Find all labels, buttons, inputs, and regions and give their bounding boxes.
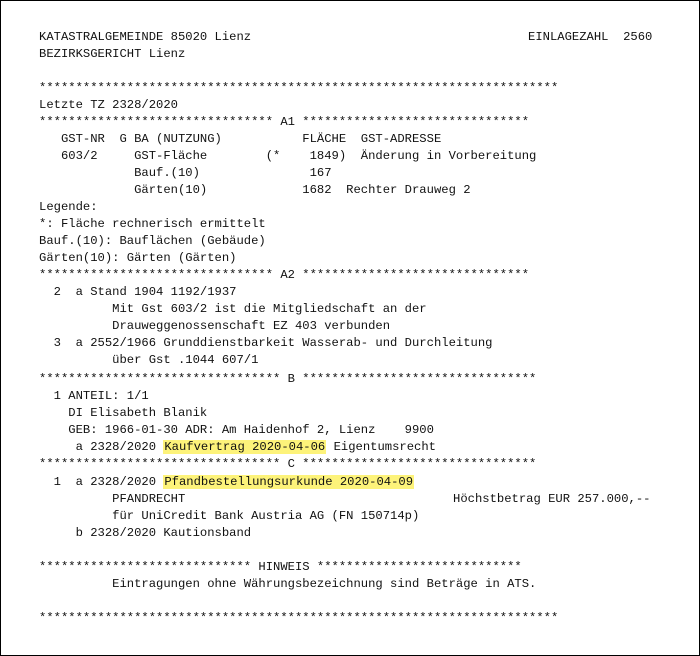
a1-column-header: GST-NR G BA (NUTZUNG) FLÄCHE GST-ADRESSE: [39, 132, 442, 146]
c-pfandrecht: PFANDRECHT: [39, 492, 186, 506]
a2-line: Mit Gst 603/2 ist die Mitgliedschaft an der: [39, 302, 427, 316]
c-entry: [39, 474, 414, 491]
c-hoechstbetrag: Höchstbetrag EUR 257.000,--: [453, 492, 651, 506]
a1-row: Gärten(10) 1682 Rechter Drauweg 2: [39, 183, 471, 197]
highlighted-pfandbestellungsurkunde: Pfandbestellungsurkunde 2020-04-09: [164, 475, 414, 489]
a1-row: Bauf.(10) 167: [39, 166, 332, 180]
a2-line: 2 a Stand 1904 1192/1937: [39, 285, 237, 299]
legend-item: Gärten(10): Gärten (Gärten): [39, 251, 237, 265]
a2-line: über Gst .1044 607/1: [39, 353, 259, 367]
b-entry-suffix: Eigentumsrecht: [326, 440, 436, 454]
letzte-tz: Letzte TZ 2328/2020: [39, 98, 178, 112]
b-line: GEB: 1966-01-30 ADR: Am Haidenhof 2, Lienz 9900: [39, 423, 434, 437]
c-line: für UniCredit Bank Austria AG (FN 150714p): [39, 509, 420, 523]
legend-title: Legende:: [39, 200, 98, 214]
a2-line: Drauweggenossenschaft EZ 403 verbunden: [39, 319, 391, 333]
section-c-separator: ********************************* C ********************************: [39, 457, 537, 471]
section-a1-separator: ******************************** A1 *******************************: [39, 115, 530, 129]
b-line: 1 ANTEIL: 1/1: [39, 389, 149, 403]
section-b-separator: ********************************* B ********************************: [39, 372, 537, 386]
legend-item: Bauf.(10): Bauflächen (Gebäude): [39, 234, 266, 248]
katastralgemeinde: KATASTRALGEMEINDE 85020 Lienz: [39, 30, 252, 44]
a1-row: 603/2 GST-Fläche (* 1849) Änderung in Vorbereitung: [39, 149, 537, 163]
bezirksgericht: BEZIRKSGERICHT Lienz: [39, 47, 186, 61]
highlighted-kaufvertrag: Kaufvertrag 2020-04-06: [164, 440, 326, 454]
hinweis-text: Eintragungen ohne Währungsbezeichnung sind Beträge in ATS.: [39, 577, 537, 591]
b-line: DI Elisabeth Blanik: [39, 406, 208, 420]
separator-bottom: ***********************************************************************: [39, 611, 559, 625]
a2-line: 3 a 2552/1966 Grunddienstbarkeit Wasserab- und Durchleitung: [39, 336, 493, 350]
c-entry-prefix: 1 a 2328/2020: [39, 475, 164, 489]
legend-item: *: Fläche rechnerisch ermittelt: [39, 217, 266, 231]
section-a2-separator: ******************************** A2 *******************************: [39, 268, 530, 282]
b-entry: [39, 439, 436, 456]
c-line: b 2328/2020 Kautionsband: [39, 526, 252, 540]
section-hinweis-separator: ***************************** HINWEIS ****************************: [39, 560, 522, 574]
separator: ***********************************************************************: [39, 81, 559, 95]
einlagezahl: EINLAGEZAHL 2560: [528, 30, 653, 44]
b-entry-prefix: a 2328/2020: [39, 440, 164, 454]
